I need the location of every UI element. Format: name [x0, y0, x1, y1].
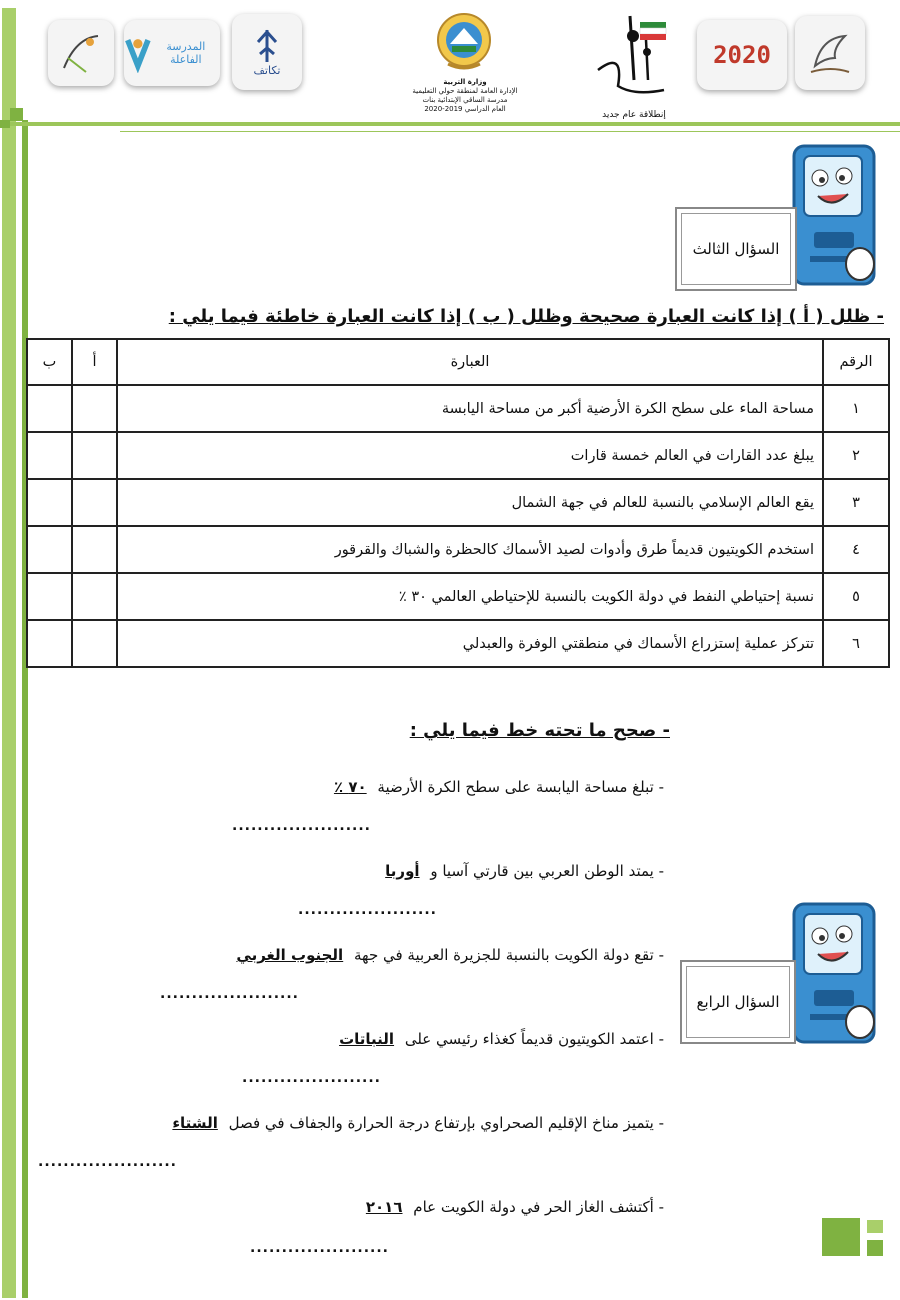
ministry-line: العام الدراسي 2019-2020 — [424, 105, 506, 113]
row-statement: نسبة إحتياطي النفط في دولة الكويت بالنسبة للإحتياطي العالمي ٣٠ ٪ — [117, 573, 823, 620]
ministry-line: الإدارة العامة لمنطقة حولي التعليمية — [412, 87, 518, 95]
vision-2020-logo — [697, 20, 787, 90]
correction-item — [385, 862, 664, 880]
correction-item — [366, 1198, 664, 1216]
underlined-answer: ٢٠١٦ — [365, 1198, 403, 1216]
answer-a-cell[interactable] — [72, 479, 117, 526]
header-a: أ — [72, 339, 117, 385]
table-row — [27, 573, 889, 620]
frame-left-bar — [2, 8, 16, 1298]
item-text: - أكتشف الغاز الحر في دولة الكويت عام — [413, 1198, 664, 1216]
answer-blank[interactable]: ...................... — [250, 1240, 390, 1256]
active-school-text: المدرسة الفاعلة — [166, 40, 206, 66]
item-text: - يمتد الوطن العربي بين قارتي آسيا و — [430, 862, 664, 880]
answer-b-cell[interactable] — [27, 479, 72, 526]
footer-square-large — [822, 1218, 860, 1256]
towers-caption: إنطلاقة عام جديد — [602, 110, 666, 120]
takatuf-text: تكاتف — [253, 63, 281, 77]
frame-corner-square — [10, 108, 23, 121]
true-false-table — [26, 338, 890, 668]
ministry-header — [400, 78, 530, 114]
header-b: ب — [27, 339, 72, 385]
underlined-answer: ٧٠ ٪ — [333, 778, 367, 796]
row-num: ٣ — [823, 479, 889, 526]
row-num: ٤ — [823, 526, 889, 573]
correction-item — [334, 778, 664, 796]
active-school-logo — [124, 20, 220, 86]
frame-left-bar-inner — [22, 120, 28, 1298]
answer-b-cell[interactable] — [27, 385, 72, 432]
question3-instruction: - ظلل ( أ ) إذا كانت العبارة صحيحة وظلل ( ب ) إذا كانت العبارة خاطئة فيما يلي : — [168, 306, 884, 327]
answer-b-cell[interactable] — [27, 432, 72, 479]
answer-blank[interactable]: ...................... — [160, 986, 300, 1002]
kuwait-towers-logo — [594, 10, 674, 118]
question4-sign — [680, 960, 796, 1044]
frame-top-rule-thin — [120, 131, 900, 132]
underlined-answer: النباتات — [339, 1030, 395, 1048]
dove-logo — [795, 16, 865, 90]
underlined-answer: الشتاء — [172, 1114, 218, 1132]
row-statement: مساحة الماء على سطح الكرة الأرضية أكبر من مساحة اليابسة — [117, 385, 823, 432]
correction-item — [236, 946, 664, 964]
header-num: الرقم — [823, 339, 889, 385]
table-header-row — [27, 339, 889, 385]
ministry-line: مدرسة الساقي الإبتدائية بنات — [422, 96, 508, 104]
frame-top-rule — [0, 122, 900, 126]
answer-a-cell[interactable] — [72, 385, 117, 432]
table-row — [27, 526, 889, 573]
answer-a-cell[interactable] — [72, 432, 117, 479]
correction-item — [172, 1114, 664, 1132]
row-num: ١ — [823, 385, 889, 432]
row-num: ٥ — [823, 573, 889, 620]
row-statement: يبلغ عدد القارات في العالم خمسة قارات — [117, 432, 823, 479]
footer-square-small — [867, 1240, 883, 1256]
question4-sign-label: السؤال الرابع — [696, 993, 780, 1011]
answer-blank[interactable]: ...................... — [38, 1154, 178, 1170]
vision-year: 2020 — [713, 41, 771, 69]
correction-item — [339, 1030, 664, 1048]
underlined-answer: الجنوب الغربي — [236, 946, 344, 964]
answer-b-cell[interactable] — [27, 526, 72, 573]
table-row — [27, 620, 889, 667]
header-statement: العبارة — [117, 339, 823, 385]
item-text: - تبلغ مساحة اليابسة على سطح الكرة الأرضية — [377, 778, 664, 796]
row-statement: تتركز عملية إستزراع الأسماك في منطقتي الوفرة والعبدلي — [117, 620, 823, 667]
table-row — [27, 385, 889, 432]
kuwait-emblem — [434, 10, 494, 74]
row-statement: استخدم الكويتيون قديماً طرق وأدوات لصيد الأسماك كالحظرة والشباك والقرقور — [117, 526, 823, 573]
question3-sign-label: السؤال الثالث — [692, 240, 780, 258]
item-text: - اعتمد الكويتيون قديماً كغذاء رئيسي على — [404, 1030, 664, 1048]
frame-corner-square — [0, 120, 10, 128]
table-row — [27, 479, 889, 526]
answer-b-cell[interactable] — [27, 573, 72, 620]
answer-a-cell[interactable] — [72, 620, 117, 667]
answer-b-cell[interactable] — [27, 620, 72, 667]
takatuf-logo — [232, 14, 302, 90]
row-num: ٢ — [823, 432, 889, 479]
question4-instruction: - صحح ما تحته خط فيما يلي : — [409, 720, 670, 741]
answer-blank[interactable]: ...................... — [298, 902, 438, 918]
underlined-answer: أوربا — [385, 862, 420, 880]
question3-sign — [675, 207, 797, 291]
ministry-line: وزارة التربية — [443, 78, 487, 86]
item-text: - يتميز مناخ الإقليم الصحراوي بإرتفاع درجة الحرارة والجفاف في فصل — [228, 1114, 664, 1132]
item-text: - تقع دولة الكويت بالنسبة للجزيرة العربية في جهة — [353, 946, 664, 964]
school-logo-left — [48, 20, 114, 86]
answer-a-cell[interactable] — [72, 526, 117, 573]
footer-square-small — [867, 1220, 883, 1233]
row-statement: يقع العالم الإسلامي بالنسبة للعالم في جهة الشمال — [117, 479, 823, 526]
table-row — [27, 432, 889, 479]
answer-a-cell[interactable] — [72, 573, 117, 620]
row-num: ٦ — [823, 620, 889, 667]
answer-blank[interactable]: ...................... — [242, 1070, 382, 1086]
answer-blank[interactable]: ...................... — [232, 818, 372, 834]
